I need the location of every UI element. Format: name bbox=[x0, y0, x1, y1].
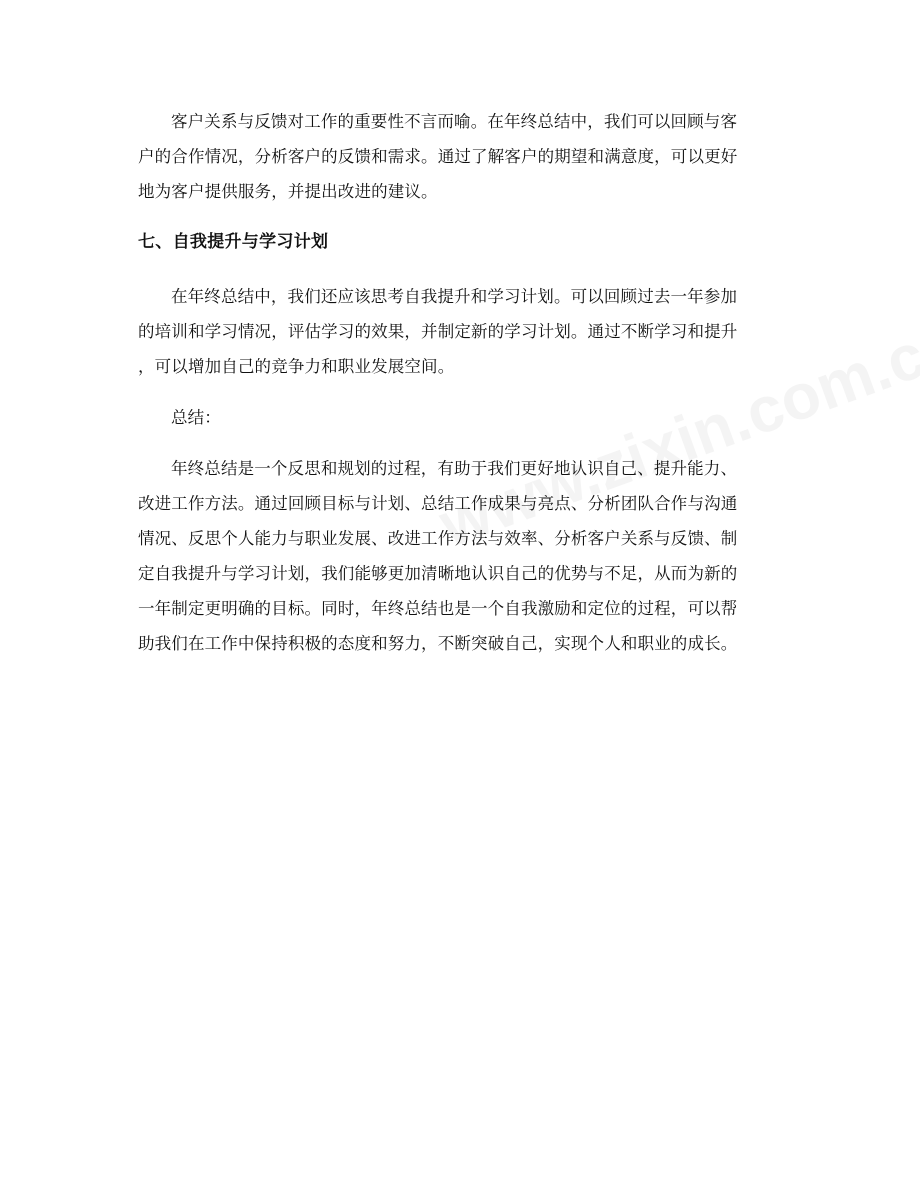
paragraph-line: ，可以增加自己的竞争力和职业发展空间。 bbox=[138, 357, 455, 376]
paragraph-line: 户的合作情况，分析客户的反馈和需求。通过了解客户的期望和满意度，可以更好 bbox=[138, 147, 738, 166]
paragraph-customer-relations bbox=[138, 104, 786, 209]
paragraph-line: 改进工作方法。通过回顾目标与计划、总结工作成果与亮点、分析团队合作与沟通 bbox=[138, 494, 738, 513]
paragraph-line: 在年终总结中，我们还应该思考自我提升和学习计划。可以回顾过去一年参加 bbox=[171, 287, 738, 306]
paragraph-line: 一年制定更明确的目标。同时，年终总结也是一个自我激励和定位的过程，可以帮 bbox=[138, 599, 738, 618]
paragraph-line: 年终总结是一个反思和规划的过程，有助于我们更好地认识自己、提升能力、 bbox=[171, 459, 738, 478]
paragraph-line: 地为客户提供服务，并提出改进的建议。 bbox=[138, 182, 438, 201]
paragraph-line: 助我们在工作中保持积极的态度和努力，不断突破自己，实现个人和职业的成长。 bbox=[138, 634, 738, 653]
document-body bbox=[138, 104, 786, 661]
summary-label bbox=[138, 400, 786, 435]
paragraph-line: 的培训和学习情况，评估学习的效果，并制定新的学习计划。通过不断学习和提升 bbox=[138, 322, 738, 341]
paragraph-line: 客户关系与反馈对工作的重要性不言而喻。在年终总结中，我们可以回顾与客 bbox=[171, 112, 738, 131]
paragraph-line: 定自我提升与学习计划，我们能够更加清晰地认识自己的优势与不足，从而为新的 bbox=[138, 564, 738, 583]
section-heading-self-improvement: 七、自我提升与学习计划 bbox=[138, 232, 329, 252]
paragraph-line: 情况、反思个人能力与职业发展、改进工作方法与效率、分析客户关系与反馈、制 bbox=[138, 529, 738, 548]
paragraph-learning-plan bbox=[138, 279, 786, 384]
paragraph-summary bbox=[138, 451, 786, 661]
paragraph-line: 总结： bbox=[171, 408, 221, 427]
